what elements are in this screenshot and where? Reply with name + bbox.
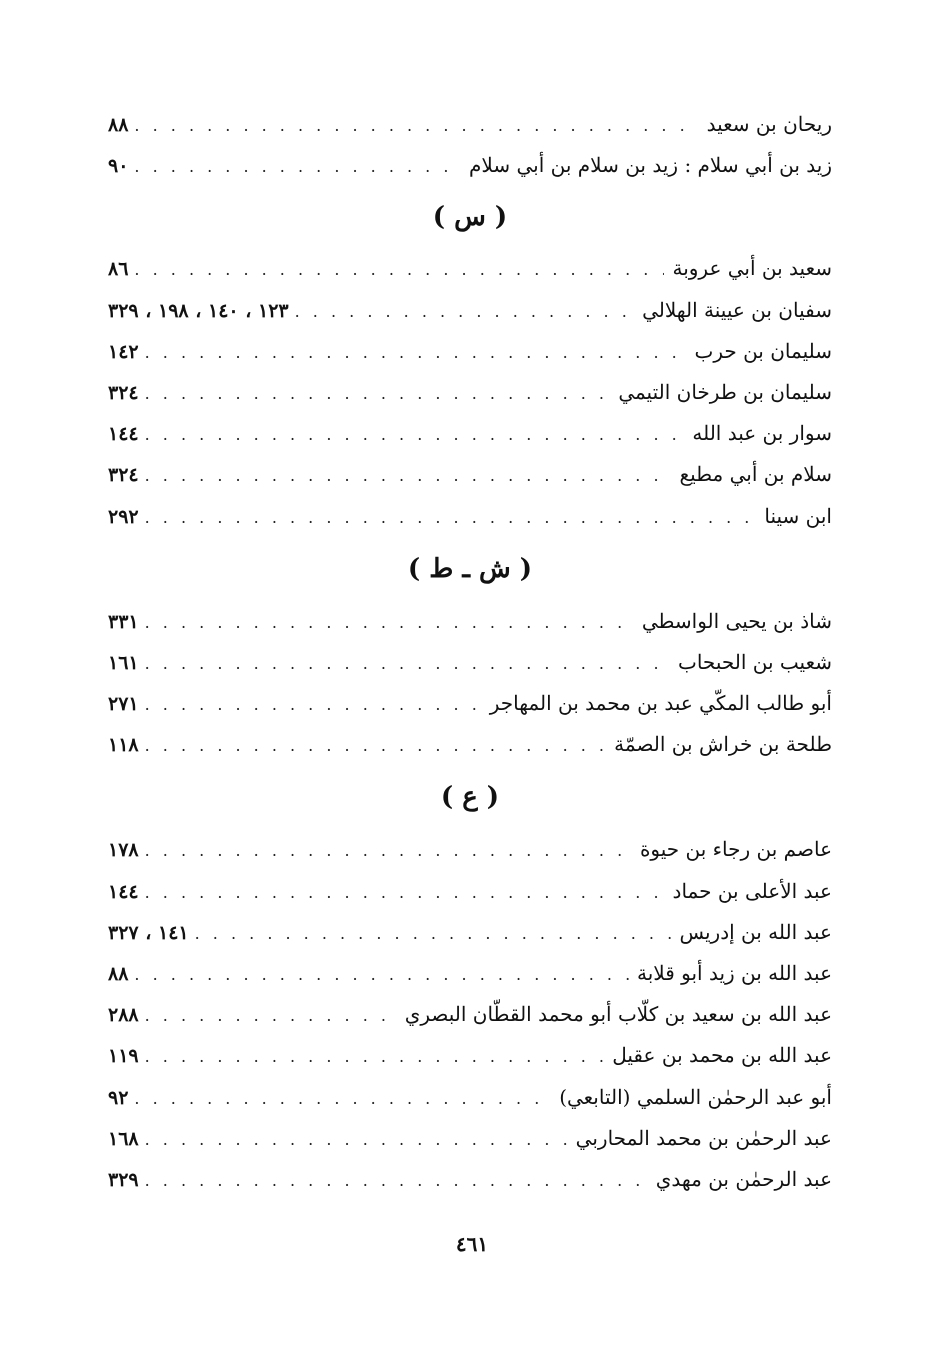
index-entry [108, 145, 832, 186]
entry-name: سلام بن أبي مطيع [679, 462, 832, 487]
entry-pages: ١٤٢ [108, 340, 139, 363]
entry-pages: ١٦٨ [108, 1127, 139, 1150]
dot-leader [139, 1036, 605, 1077]
index-group [108, 104, 832, 186]
index-entry [108, 994, 832, 1035]
entry-pages: ١٤٤ [108, 880, 139, 903]
entry-pages: ٣٢٤ [108, 381, 139, 404]
entry-pages: ٢٨٨ [108, 1004, 139, 1027]
entry-pages: ٣٣١ [108, 610, 139, 633]
entry-name: عبد الله بن سعيد بن كلّاب أبو محمد القطّان البصري [404, 1002, 832, 1027]
entry-name: عبد الله بن إدريس [679, 919, 832, 944]
index-entry [108, 496, 832, 537]
dot-leader [139, 602, 634, 643]
index-entry [108, 642, 832, 683]
entry-name: سعيد بن أبي عروبة [672, 256, 832, 281]
dot-leader [139, 995, 397, 1036]
entry-name: سليمان بن حرب [694, 338, 832, 363]
index-entry [108, 104, 832, 145]
dot-leader [139, 497, 757, 538]
index-group [108, 829, 832, 1200]
entry-name: أبو عبد الرحمٰن السلمي (التابعي) [559, 1084, 832, 1109]
entry-pages: ١١٩ [108, 1045, 139, 1068]
entry-name: سليمان بن طرخان التيمي [618, 379, 832, 404]
index-entry [108, 683, 832, 724]
index-entry [108, 331, 832, 372]
dot-leader [128, 105, 698, 146]
dot-leader [139, 872, 665, 913]
dot-leader [139, 1160, 648, 1201]
dot-leader [139, 1119, 568, 1160]
index-entry [108, 248, 832, 289]
dot-leader [139, 643, 670, 684]
entry-pages: ٢٧١ [108, 693, 139, 716]
entry-pages: ٨٨ [108, 963, 129, 985]
dot-leader [289, 291, 634, 332]
index-entry [108, 912, 832, 953]
entry-pages: ١٢٣ ، ١٤٠ ، ١٩٨ ، ٣٢٩ [108, 299, 289, 322]
index-entry [108, 601, 832, 642]
dot-leader [139, 373, 611, 414]
index-entry [108, 1118, 832, 1159]
entry-pages: ١٦١ [108, 651, 139, 674]
entry-name: ريحان بن سعيد [706, 112, 832, 136]
index-entry [108, 724, 832, 765]
section-heading: ( ع ) [440, 782, 500, 813]
index-entry [108, 871, 832, 912]
dot-leader [128, 954, 629, 995]
dot-leader [128, 249, 664, 290]
entry-pages: ٨٦ [108, 258, 129, 281]
index-entry [108, 413, 832, 454]
dot-leader [139, 830, 632, 871]
dot-leader [139, 684, 482, 725]
entry-name: عاصم بن رجاء بن حيوة [639, 837, 832, 862]
entry-name: عبد الأعلى بن حماد [672, 878, 832, 903]
dot-leader [139, 332, 687, 373]
entry-pages: ٩٢ [108, 1086, 129, 1109]
entry-name: عبد الله بن زيد أبو قلابة [637, 961, 832, 985]
entry-name: شاذ بن يحيى الواسطي [641, 608, 832, 633]
section-heading: ( ش ـ ط ) [407, 553, 533, 584]
dot-leader [139, 455, 672, 496]
entry-name: سفيان بن عيينة الهلالي [642, 297, 832, 322]
entry-pages: ١١٨ [108, 734, 139, 757]
dot-leader [128, 146, 461, 187]
dot-leader [139, 414, 685, 455]
entry-pages: ١٤١ ، ٣٢٧ [108, 921, 189, 944]
entry-name: أبو طالب المكّي عبد بن محمد بن المهاجر [489, 691, 832, 716]
index-entry [108, 454, 832, 495]
entry-pages: ٩٠ [108, 155, 129, 178]
entry-pages: ٣٢٩ [108, 1168, 139, 1191]
index-entry [108, 1035, 832, 1076]
index-entry [108, 372, 832, 413]
index-group [108, 248, 832, 536]
dot-leader [189, 913, 672, 954]
entry-name: عبد الرحمٰن بن مهدي [655, 1166, 832, 1191]
entry-pages: ١٧٨ [108, 839, 139, 862]
index-entry [108, 953, 832, 994]
index-entry [108, 1159, 832, 1200]
entry-name: سوار بن عبد الله [692, 421, 832, 446]
page-number: ٤٦١ [455, 1232, 489, 1256]
entry-name: عبد الرحمٰن بن محمد المحاربي [575, 1125, 832, 1150]
dot-leader [128, 1078, 551, 1119]
entry-name: ابن سينا [764, 503, 832, 528]
index-group [108, 601, 832, 766]
index-entry [108, 829, 832, 870]
index-entry [108, 290, 832, 331]
index-page [108, 104, 832, 1200]
entry-pages: ١٤٤ [108, 423, 139, 446]
entry-pages: ٨٨ [108, 114, 129, 136]
entry-pages: ٣٢٤ [108, 464, 139, 487]
entry-name: شعيب بن الحبحاب [677, 649, 832, 674]
entry-name: عبد الله بن محمد بن عقيل [612, 1043, 832, 1068]
entry-pages: ٢٩٢ [108, 505, 139, 528]
dot-leader [139, 725, 607, 766]
index-entry [108, 1077, 832, 1118]
section-heading: ( س ) [432, 202, 508, 233]
entry-name: طلحة بن خراش بن الصمّة [614, 732, 832, 757]
entry-name: زيد بن أبي سلام : زيد بن سلام بن أبي سلام [469, 153, 832, 178]
